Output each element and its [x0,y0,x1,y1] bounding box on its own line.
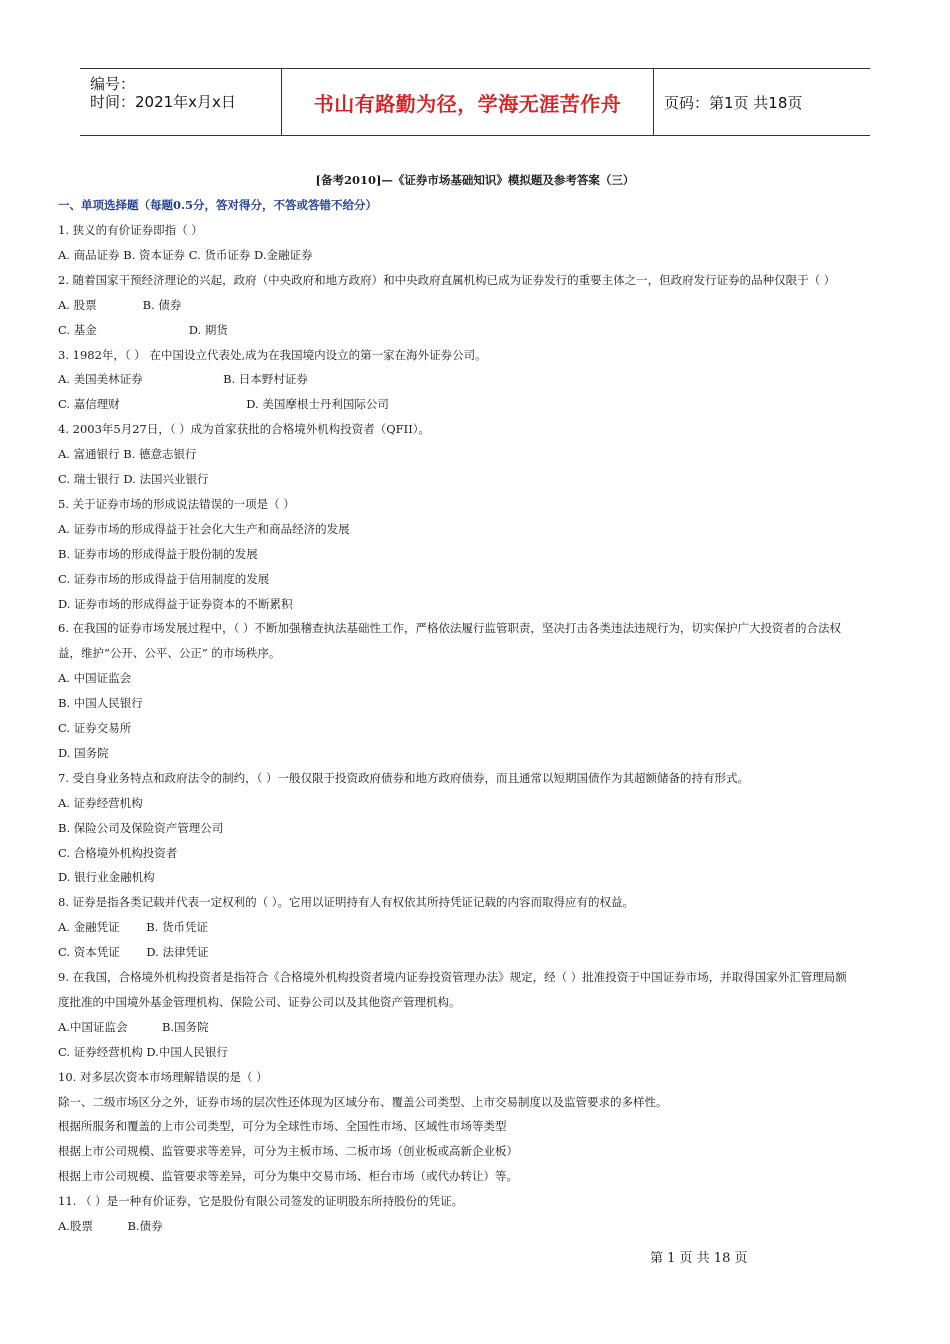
text-line: A. 美国美林证券 B. 日本野村证券 [58,372,308,387]
header-table [80,68,870,136]
text-line: 根据上市公司规模、监管要求等差异，可分为集中交易市场、柜台市场（或代办转让）等。 [58,1169,518,1184]
text-line: A. 股票 B. 债券 [58,297,182,312]
text-line: 1. 狭义的有价证券即指（ ） [58,223,203,237]
text-line: C. 证券经营机构 D.中国人民银行 [58,1044,228,1059]
number-label: 编号： [90,75,136,93]
text-line: 2. 随着国家干预经济理论的兴起，政府（中央政府和地方政府）和中央政府直属机构已成为证券发行的重要主体之一，但政府发行证券的品种仅限于（ ） [58,272,836,287]
header-left-cell [80,69,281,135]
document-title: [备考2010]—《证券市场基础知识》模拟题及参考答案（三） [315,173,635,187]
date-label: 时间：2021年x月x日 [90,93,236,111]
text-line: C. 资本凭证 D. 法律凭证 [58,945,209,960]
text-line: C. 证券市场的形成得益于信用制度的发展 [58,571,270,586]
text-line: A.股票 B.债券 [58,1219,163,1233]
text-line: 3. 1982年，（ ） 在中国设立代表处,成为在我国境内设立的第一家在海外证券公司。 [58,347,487,362]
text-line: A. 金融凭证 B. 货币凭证 [58,920,209,935]
text-line: C. 基金 D. 期货 [58,322,228,337]
text-line: A. 中国证监会 [58,671,132,686]
text-line: B. 保险公司及保险资产管理公司 [58,820,224,835]
text-line: D. 国务院 [58,745,109,760]
text-line: 5. 关于证券市场的形成说法错误的一项是（ ） [58,496,295,511]
text-line: C. 瑞士银行 D. 法国兴业银行 [58,472,209,486]
text-line: 益，维护“公开、公平、公正” 的市场秩序。 [58,646,281,661]
text-line: A. 富通银行 B. 德意志银行 [58,447,197,462]
header-motto-cell [281,69,654,135]
text-line: C. 证券交易所 [58,721,132,735]
text-line: 7. 受自身业务特点和政府法令的制约，（ ）一般仅限于投资政府债券和地方政府债券，而且通常以短期国债作为其超额储备的持有形式。 [58,770,750,785]
text-line: D. 银行业金融机构 [58,870,155,885]
text-line: B. 证券市场的形成得益于股份制的发展 [58,546,258,561]
page-info: 页码：第1页 共18页 [664,93,803,112]
text-line: 11. （ ）是一种有价证券，它是股份有限公司签发的证明股东所持股份的凭证。 [58,1194,464,1209]
text-line: 根据上市公司规模、监管要求等差异，可分为主板市场、二板市场（创业板或高新企业板） [58,1144,518,1159]
text-line: D. 证券市场的形成得益于证券资本的不断累积 [58,596,293,611]
text-line: 4. 2003年5月27日，（ ）成为首家获批的合格境外机构投资者（QFII）。 [58,422,430,437]
text-line: 10. 对多层次资本市场理解错误的是（ ） [58,1069,268,1084]
text-line: C. 合格境外机构投资者 [58,845,178,860]
section-heading: 一、单项选择题（每题0.5分，答对得分，不答或答错不给分） [58,198,378,212]
text-line: A. 证券经营机构 [58,795,143,810]
header-page-cell [654,69,870,135]
text-line: A.中国证监会 B.国务院 [58,1019,209,1034]
text-line: A. 商品证券 B. 资本证券 C. 货币证券 D.金融证券 [58,247,313,262]
text-line: 6. 在我国的证券市场发展过程中，（ ）不断加强稽查执法基础性工作，严格依法履行监管职责，坚决打击各类违法违规行为，切实保护广大投资者的合法权 [58,621,842,636]
text-line: 根据所服务和覆盖的上市公司类型，可分为全球性市场、全国性市场、区域性市场等类型 [58,1119,507,1134]
text-line: B. 中国人民银行 [58,696,143,711]
text-line: 度批准的中国境外基金管理机构、保险公司、证券公司以及其他资产管理机构。 [58,994,461,1009]
text-line: 8. 证券是指各类记载并代表一定权利的（ ）。它用以证明持有人有权依其所持凭证记载的内容而取得应有的权益。 [58,895,635,910]
motto-text: 书山有路勤为径，学海无涯苦作舟 [313,91,622,116]
text-line: 9. 在我国，合格境外机构投资者是指符合《合格境外机构投资者境内证券投资管理办法》规定，经（ ）批准投资于中国证券市场，并取得国家外汇管理局额 [58,970,847,984]
page-footer: 第 1 页 共 18 页 [650,1251,748,1266]
text-line: C. 嘉信理财 D. 美国摩根士丹利国际公司 [58,397,389,412]
text-line: 除一、二级市场区分之外，证券市场的层次性还体现为区域分布、覆盖公司类型、上市交易制度以及监管要求的多样性。 [58,1094,668,1109]
text-line: A. 证券市场的形成得益于社会化大生产和商品经济的发展 [58,521,350,536]
